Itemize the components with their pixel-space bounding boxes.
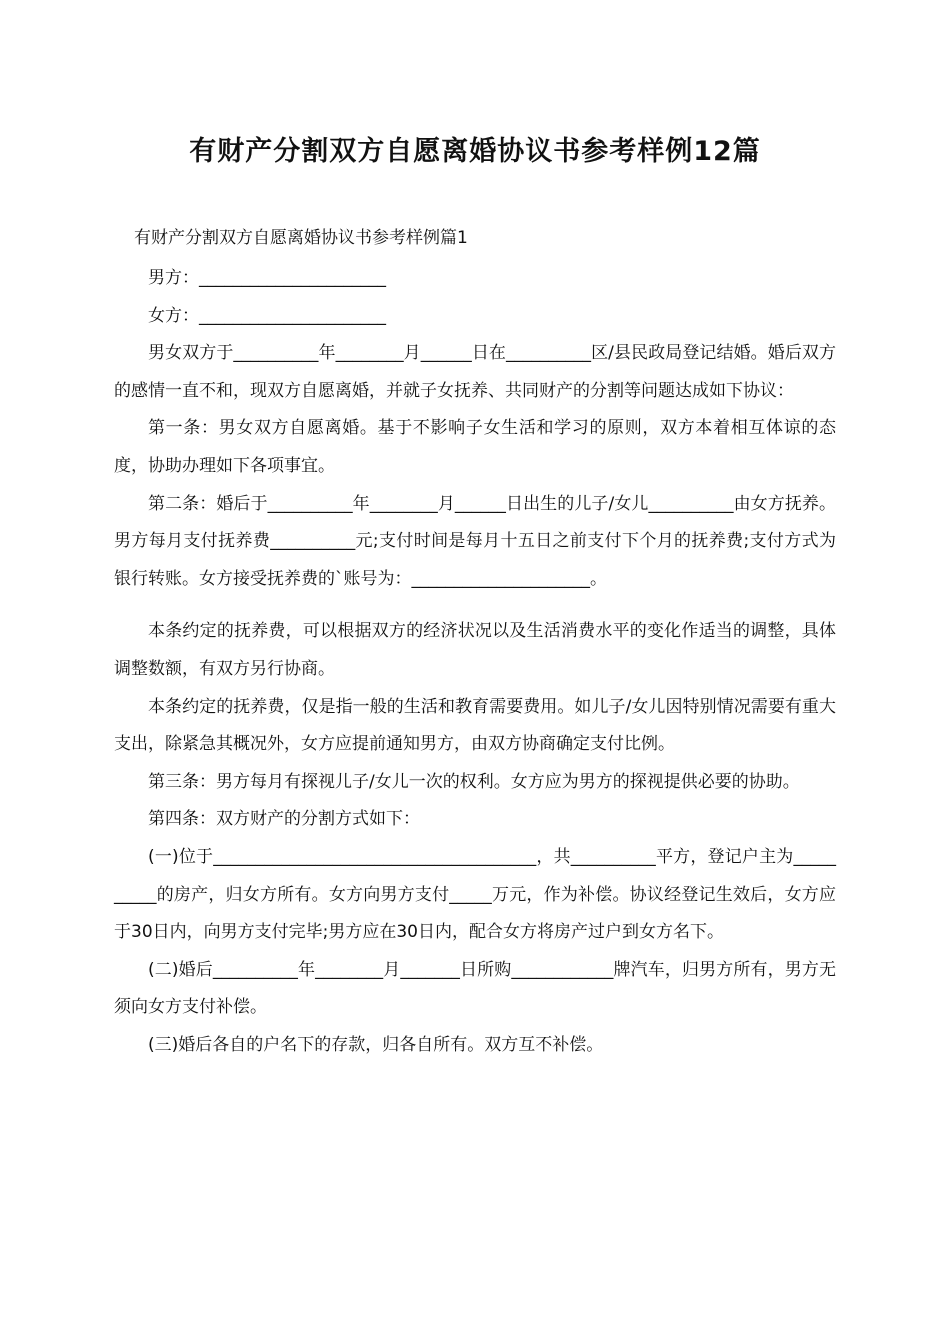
paragraph-article-4: 第四条：双方财产的分割方式如下： <box>148 809 420 830</box>
paragraph-property-car: (二)婚后__________年________月_______日所购____________牌汽车，归男方所有，男方无须向女方支付补偿。 <box>114 959 836 1018</box>
paragraph-male-party: 男方：______________________ <box>148 268 386 288</box>
paragraph-female-party: 女方：______________________ <box>148 305 386 326</box>
paragraph-marriage-registration: 男女双方于__________年________月______日在__________区/县民政局登记结婚。婚后双方的感情一直不和，现双方自愿离婚，并就子女抚养、共同财产的分割等问题达成如下协议： <box>114 343 836 401</box>
paragraph-support-adjustment: 本条约定的抚养费，可以根据双方的经济状况以及生活消费水平的变化作适当的调整，具体调整数额，有双方另行协商。 <box>114 621 836 679</box>
paragraph-property-deposits: (三)婚后各自的户名下的存款，归各自所有。双方互不补偿。 <box>148 1034 604 1055</box>
paragraph-article-2: 第二条：婚后于__________年________月______日出生的儿子/女儿__________由女方抚养。男方每月支付抚养费__________元;支付时间是每月十五日之前支付下个月的抚养费;支付方式为银行转账。女方接受抚养费的`账号为：_____________________。 <box>114 493 836 589</box>
paragraph-article-1: 第一条：男女双方自愿离婚。基于不影响子女生活和学习的原则，双方本着相互体谅的态度，协助办理如下各项事宜。 <box>114 418 836 476</box>
paragraph-article-3: 第三条：男方每月有探视儿子/女儿一次的权利。女方应为男方的探视提供必要的协助。 <box>148 771 800 792</box>
paragraph-support-scope: 本条约定的抚养费，仅是指一般的生活和教育需要费用。如儿子/女儿因特别情况需要有重大支出，除紧急其概况外，女方应提前通知男方，由双方协商确定支付比例。 <box>114 696 836 755</box>
document-body <box>114 260 836 1064</box>
section-heading: 有财产分割双方自愿离婚协议书参考样例篇1 <box>134 228 468 248</box>
document-title: 有财产分割双方自愿离婚协议书参考样例12篇 <box>189 136 761 167</box>
paragraph-property-house: (一)位于______________________________________，共__________平方，登记户主为__________的房产，归女方所有。女方向男方支付_____万元，作为补偿。协议经登记生效后，女方应于30日内，向男方支付完毕;男方应在30日内，配合女方将房产过户到女方名下。 <box>114 846 836 943</box>
